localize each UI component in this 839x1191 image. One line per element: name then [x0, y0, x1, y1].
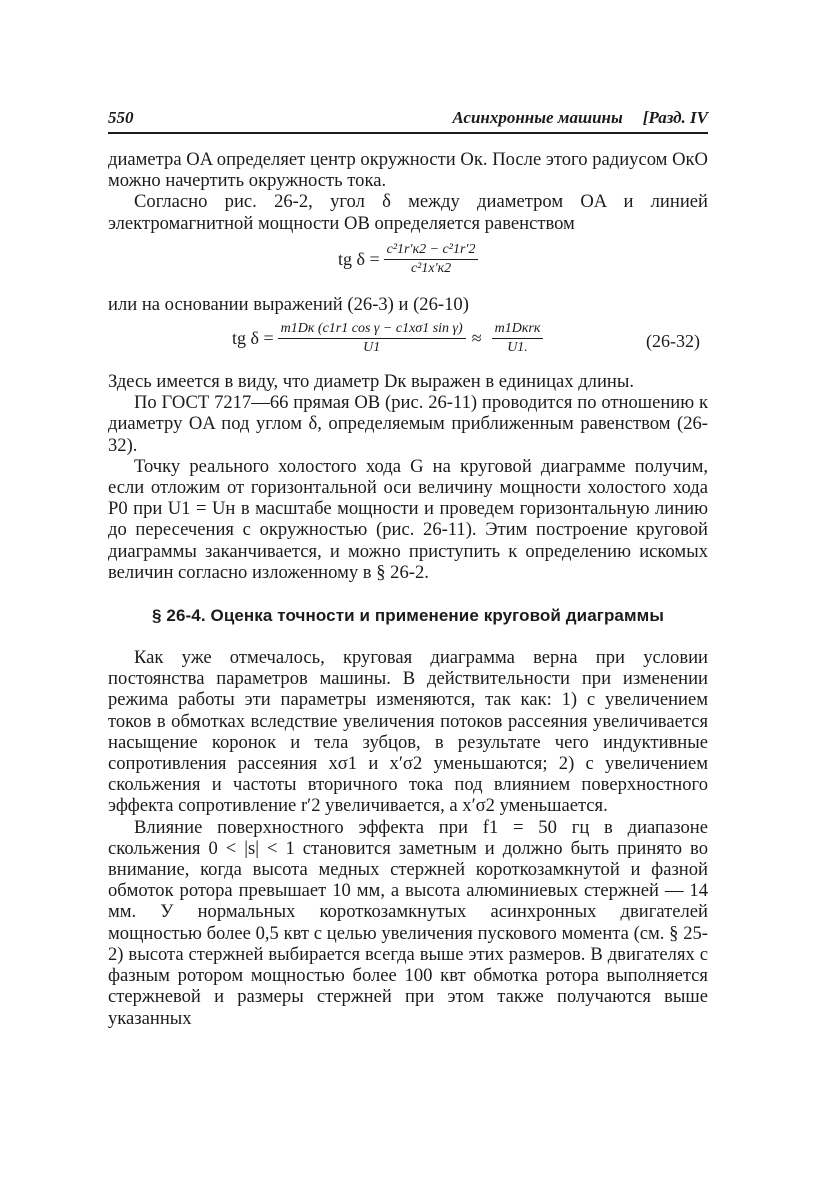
formula-1-numerator: c²1r′к2 − c²1r′2	[384, 242, 479, 260]
equation-number: (26-32)	[646, 331, 700, 352]
paragraph-6: Точку реального холостого хода G на круговой диаграмме получим, если отложим от горизонтальной оси величину мощности холостого хода P0 при U1 = Uн в масштабе мощности и проведем горизонтальную линию до пересечения с окружностью (рис. 26-11). Этим построение круговой диаграммы заканчивается, и можно приступить к определению искомых величин согласно изложенному в § 26-2.	[108, 455, 708, 583]
page	[108, 108, 708, 1029]
paragraph-4: Здесь имеется в виду, что диаметр Dк выражен в единицах длины.	[108, 371, 635, 393]
section-reference: [Разд. IV	[642, 108, 708, 127]
running-head	[108, 108, 708, 134]
formula-1-lhs: tg δ =	[338, 248, 380, 269]
formula-2-denominator-1: U1	[363, 340, 381, 356]
formula-2-fraction-1	[278, 321, 466, 356]
formula-1-fraction	[384, 242, 479, 277]
paragraph-8: Влияние поверхностного эффекта при f1 = 50 гц в диапазоне скольжения 0 < |s| < 1 становится заметным и должно быть принято во внимание, когда высота медных стержней короткозамкнутой и фазной обмоток ротора превышает 10 мм, а высота алюминиевых стержней — 14 мм. У нормальных короткозамкнутых асинхронных двигателей мощностью более 0,5 квт с целью увеличения пускового момента (см. § 25-2) высота стержней выбирается всегда выше этих размеров. В двигателях с фазным ротором мощностью более 100 квт обмотка ротора выполняется стержневой и размеры стержней при этом также получаются выше указанных	[108, 816, 708, 1029]
formula-2-numerator-1: m1Dк (c1r1 cos γ − c1xσ1 sin γ)	[278, 321, 466, 339]
paragraph-3: или на основании выражений (26-3) и (26-10)	[108, 293, 469, 315]
formula-26-32	[108, 315, 708, 371]
approx-sign: ≈	[471, 328, 482, 349]
paragraph-1: диаметра OA определяет центр окружности Oк. После этого радиусом OкO можно начертить окружность тока.	[108, 149, 708, 192]
paragraph-2: Согласно рис. 26-2, угол δ между диаметром OA и линией электромагнитной мощности OB определяется равенством	[108, 191, 708, 234]
paragraph-7: Как уже отмечалось, круговая диаграмма верна при условии постоянства параметров машины. В действительности при изменении режима работы эти параметры изменяются, так как: 1) с увеличением токов в обмотках вследствие увеличения потоков рассеяния увеличивается насыщение коронок и тела зубцов, в результате чего индуктивные сопротивления рассеяния xσ1 и x′σ2 уменьшаются; 2) с увеличением скольжения и частоты вторичного тока под влиянием поверхностного эффекта сопротивление r′2 увеличивается, а x′σ2 уменьшается.	[108, 647, 708, 817]
formula-tg-delta	[108, 234, 708, 294]
formula-2-numerator-2: m1Dкrк	[492, 321, 544, 339]
page-number: 550	[108, 108, 134, 127]
section-heading: § 26-4. Оценка точности и применение круговой диаграммы	[152, 606, 664, 626]
formula-2-denominator-2: U1.	[507, 340, 528, 356]
running-head-right	[452, 108, 708, 128]
paragraph-5: По ГОСТ 7217—66 прямая OB (рис. 26-11) проводится по отношению к диаметру OA под углом δ, определяемым приближенным равенством (26-32).	[108, 392, 708, 456]
formula-1-denominator: c²1x′к2	[410, 260, 452, 276]
chapter-title: Асинхронные машины	[452, 108, 623, 127]
formula-2-fraction-2	[492, 321, 544, 356]
formula-2-lhs: tg δ =	[232, 328, 274, 349]
